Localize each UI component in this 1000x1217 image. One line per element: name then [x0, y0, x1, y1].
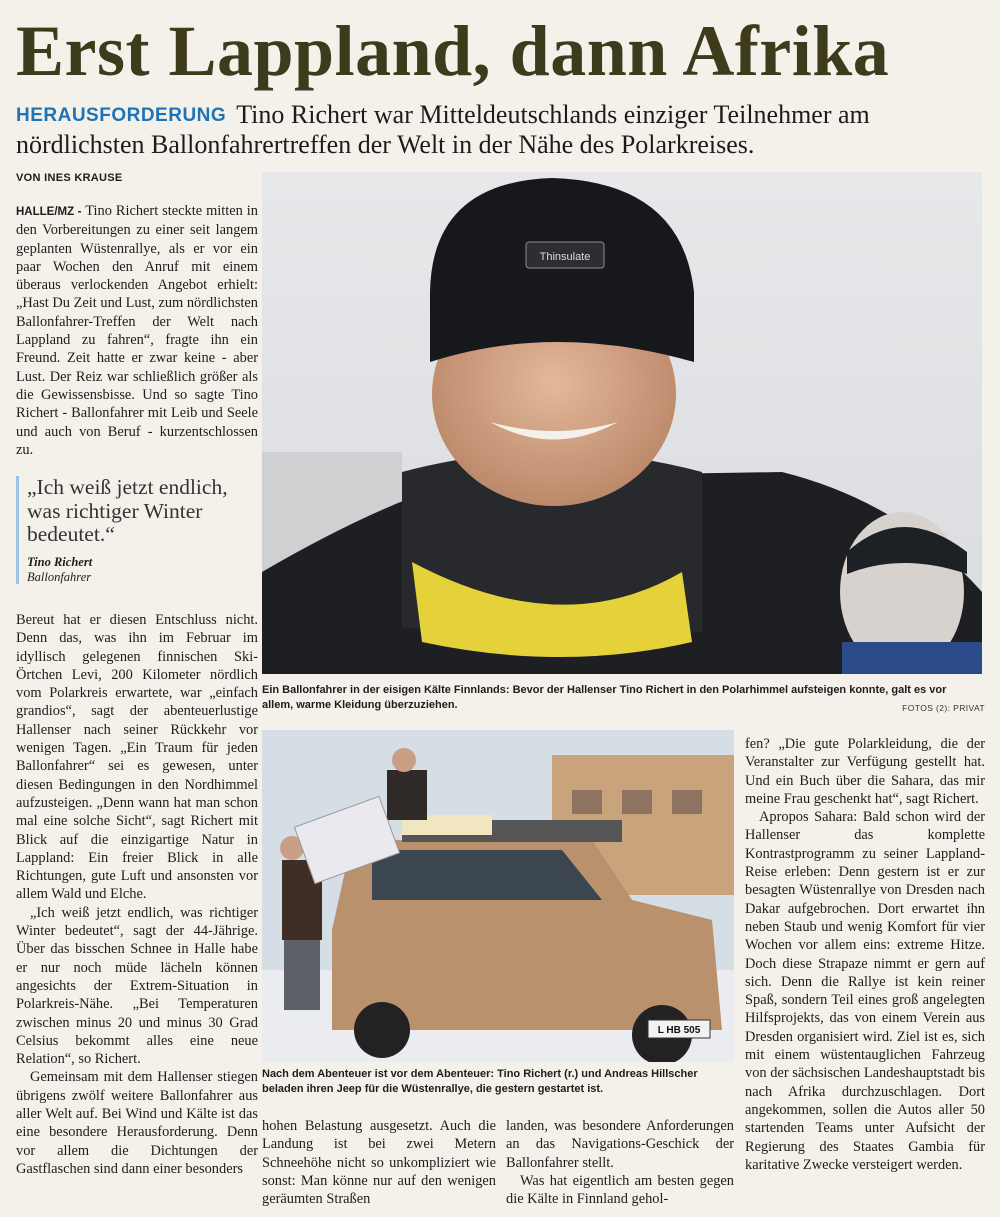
headline: Erst Lappland, dann Afrika: [16, 11, 890, 91]
column-3: [506, 1117, 734, 1208]
license-plate: L HB 505: [657, 1025, 701, 1036]
quote-text: „Ich weiß jetzt endlich, was richtiger Winter bedeutet.“: [27, 475, 228, 546]
paragraph: landen, was besondere Anforderungen an das Navigations-Geschick der Ballonfahrer stellt.: [506, 1118, 734, 1171]
paragraph: Gemeinsam mit dem Hallenser stiegen übrigens zwölf weitere Ballonfahrer aus aller Welt auf. Bei Wind und Kälte ist das eine besondere Herausforderung. Denn vor allem die Dichtungen der Gastflaschen sind dann einer besonders: [16, 1069, 258, 1177]
quote-author: Tino Richert: [27, 554, 93, 569]
paragraph: hohen Belastung ausgesetzt. Auch die Landung ist bei zwei Metern Schneehöhe nicht so unkompliziert wie sonst: Man könne nur auf den wenigen geräumten Straßen: [262, 1118, 496, 1208]
column-1-body: [16, 611, 258, 1178]
paragraph: „Ich weiß jetzt endlich, was richtiger Winter bedeutet“, sagt der 44-Jährige. Über das bisschen Schnee in Halle habe er nur noch müde lächeln können angesichts der Extrem-Situation in Polarkreis-Nähe. „Bei Temperaturen zwischen minus 20 und minus 30 Grad Celsius bekommt alles eine neue Relation“, so Richert.: [16, 904, 258, 1068]
photo2-caption: Nach dem Abenteuer ist vor dem Abenteuer: Tino Richert (r.) und Andreas Hillscher beladen ihren Jeep für die Wüstenrallye, die gestern gestartet ist.: [262, 1068, 698, 1095]
paragraph: fen? „Die gute Polarkleidung, die der Veranstalter zur Verfügung gestellt hat. Und ein Buch über die Sahara, das mir meine Frau geschenkt hat“, sagt Richert.: [745, 736, 985, 807]
photo1-credit: FOTOS (2): PRIVAT: [902, 703, 985, 713]
byline: VON INES KRAUSE: [16, 172, 123, 184]
photo1-caption: Ein Ballonfahrer in der eisigen Kälte Finnlands: Bevor der Hallenser Tino Richert in den Polarhimmel aufsteigen konnte, galt es vor allem, warme Kleidung überzuziehen.: [262, 684, 947, 711]
column-1-intro: [16, 202, 258, 459]
photo-jeep-loading: [262, 730, 734, 1062]
paragraph: Apropos Sahara: Bald schon wird der Hallenser das komplette Kontrastprogramm zu seiner Lappland-Reise erleben: Denn gestern ist er zur besagten Wüstenrallye von Dresden nach Dakar aufgebrochen. Dort erwartet ihn neben Staub und wenig Komfort für vier Wochen vor allem eins: extreme Hitze. Doch diese Strapaze nimmt er gern auf sich. Denn die Rallye ist kein reiner Spaß, sondern Teil eines groß angelegten Hilfsprojekts, das von einem Verein aus Dresden organisiert wird. Ziel ist es, sich mit einem wüstentauglichen Fahrzeug von der sächsischen Landeshauptstadt bis nach Afrika durchzuschlagen. Dort angekommen, sollen die Autos aller 50 startenden Teams unter Aufsicht der Regierung des Staates Gambia für karitative Zwecke versteigert werden.: [745, 809, 985, 1173]
paragraph: Was hat eigentlich am besten gegen die Kälte in Finnland gehol-: [506, 1172, 734, 1208]
paragraph: Bereut hat er diesen Entschluss nicht. Denn das, was ihn im Februar im idyllisch gelegenen finnischen Ski-Örtchen Levi, 200 Kilometer nördlich vom Polarkreis erwartete, war „einfach grandios“, sagt der abenteuerlustige Hallenser nach seiner Rückkehr vor wenigen Tagen. „Ein Traum für jeden Ballonfahrer“ sei es gewesen, unter diesen Bedingungen in den Nordhimmel aufzusteigen. „Denn wann hat man schon mal eine solche Sicht“, sagt Richert mit Blick auf die einzigartige Natur in Lappland: Ein freier Blick in alle Richtungen, gute Luft und ansonsten vor allem Wald und Elche.: [16, 612, 258, 903]
jeep-illustration: [262, 730, 734, 1062]
deck-text: Tino Richert war Mitteldeutschlands einziger Teilnehmer am nördlichsten Ballonfahrertreffen der Welt in der Nähe des Polarkreises.: [16, 100, 870, 159]
deck: [16, 100, 986, 159]
pull-quote: [16, 476, 265, 584]
intro-paragraph: [16, 202, 258, 459]
portrait-illustration: [262, 172, 982, 674]
kicker: HERAUSFORDERUNG: [16, 105, 227, 126]
quote-role: Ballonfahrer: [27, 569, 92, 584]
column-2: [262, 1117, 496, 1208]
intro-text: Tino Richert steckte mitten in den Vorbereitungen zu einer seit langem geplanten Wüstenrallye, als er vor ein paar Wochen den Anruf mit einem überaus verlockenden Angebot erhielt: „Hast Du Zeit und Lust, zum nördlichsten Ballonfahrer-Treffen der Welt nach Lappland zu fahren“, fragte ihn ein Freund. Zeit hatte er zwar keine - aber Lust. Der Reiz war schließlich größer als die Gewissensbisse. Und so sagte Tino Richert - Ballonfahrer mit Leib und Seele und auch von Beruf - kurzentschlossen zu.: [16, 203, 258, 458]
dateline: HALLE/MZ -: [16, 206, 82, 218]
column-4: [745, 735, 985, 1174]
hat-label: Thinsulate: [539, 251, 591, 263]
photo-balloonist-portrait: [262, 172, 982, 674]
